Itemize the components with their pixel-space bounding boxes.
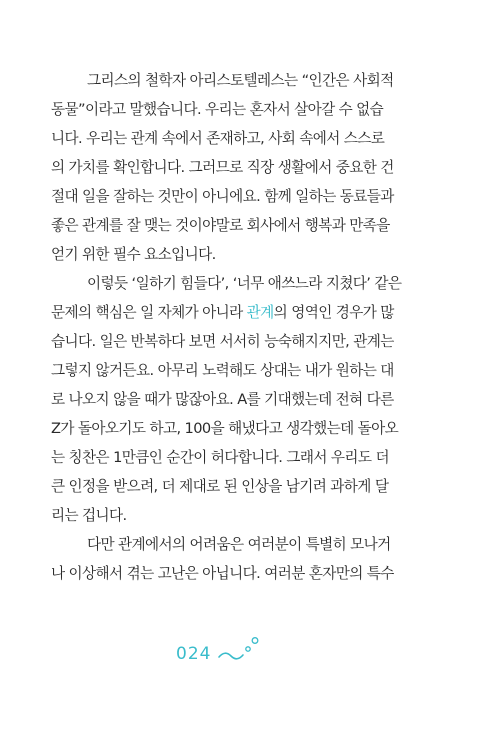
text-line: 니다. 우리는 관계 속에서 존재하고, 사회 속에서 스스로 [51,130,385,147]
text-line: 얻기 위한 필수 요소입니다. [51,246,216,263]
text-line: 리는 겁니다. [51,507,127,524]
text-line: 절대 일을 잘하는 것만이 아니에요. 함께 일하는 동료들과 [51,188,394,205]
text-line: 는 칭찬은 1만큼인 순간이 허다합니다. 그래서 우리도 더 [51,449,389,466]
highlighted-word: 관계 [246,304,274,321]
text-line: 그리스의 철학자 아리스토텔레스는 “인간은 사회적 [87,72,394,89]
text-line: 다만 관계에서의 어려움은 여러분이 특별히 모나거 [87,536,391,553]
text-line: 큰 인정을 받으려, 더 제대로 된 인상을 남기려 과하게 달 [51,478,389,495]
text-line: 의 가치를 확인합니다. 그러므로 직장 생활에서 중요한 건 [51,159,394,176]
text-line: 나 이상해서 겪는 고난은 아닙니다. 여러분 혼자만의 특수 [51,565,394,582]
text-line: 습니다. 일은 반복하다 보면 서서히 능숙해지지만, 관계는 [51,333,394,350]
text-line: 그렇지 않거든요. 아무리 노력해도 상대는 내가 원하는 대 [51,362,394,379]
body-text [51,66,401,588]
text-segment: 문제의 핵심은 일 자체가 아니라 [51,304,247,321]
text-line: 좋은 관계를 잘 맺는 것이야말로 회사에서 행복과 만족을 [51,217,390,234]
text-line: 로 나오지 않을 때가 많잖아요. A를 기대했는데 전혀 다른 [51,391,394,408]
text-segment: 의 영역인 경우가 많 [273,304,394,321]
page-number-text: 024 [176,644,212,664]
text-line-with-highlight [51,298,401,327]
text-line: 이렇듯 ‘일하기 힘들다’, ‘너무 애쓰느라 지쳤다’ 같은 [87,275,402,292]
text-line: Z가 돌아오기도 하고, 100을 해냈다고 생각했는데 돌아오 [51,420,399,437]
wave-bubbles-icon [211,636,261,664]
text-line: 동물”이라고 말했습니다. 우리는 혼자서 살아갈 수 없습 [51,101,384,118]
page-number [176,636,261,664]
